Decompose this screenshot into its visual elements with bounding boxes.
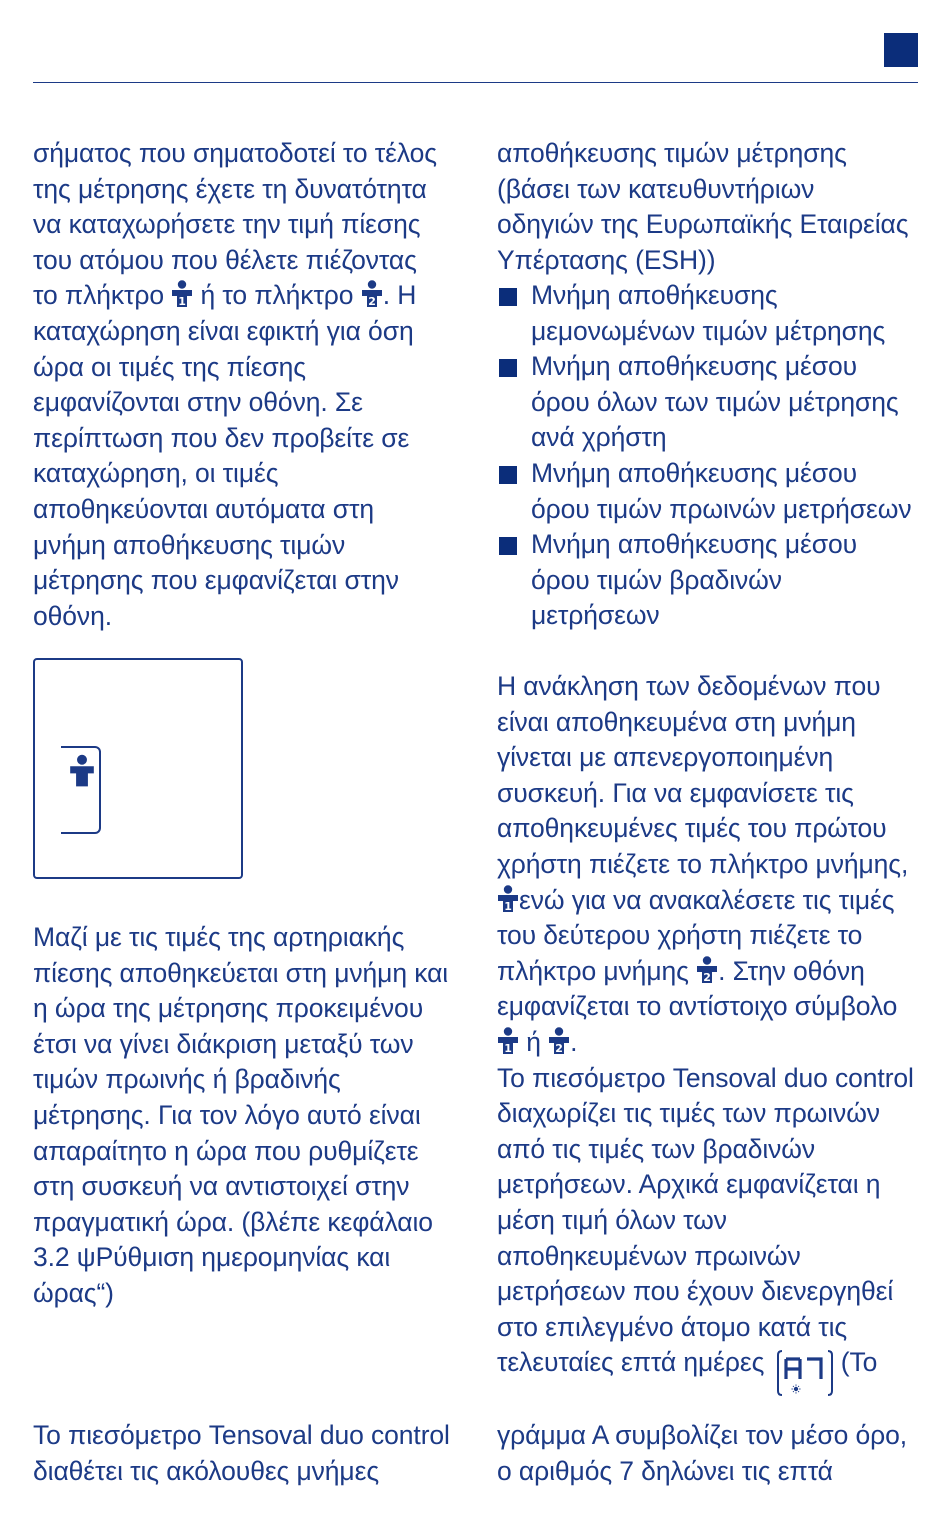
text-line: ο αριθμός 7 δηλώνει τις επτά	[497, 1455, 833, 1486]
right-paragraph-3	[497, 1418, 907, 1489]
list-item-continuation: μετρήσεων	[531, 600, 660, 631]
text-line: μετρήσεων. Αρχικά εμφανίζεται η	[497, 1169, 881, 1200]
right-paragraph-2	[497, 669, 914, 1381]
user-1-icon	[497, 885, 519, 913]
text-line: διαθέτει τις ακόλουθες μνήμες	[33, 1455, 379, 1486]
text-line: μνήμη αποθήκευσης τιμών	[33, 529, 346, 560]
text-line: Υπέρτασης (ESH))	[497, 244, 716, 275]
text-line: από τις τιμές των βραδινών	[497, 1133, 816, 1164]
text-line	[33, 278, 437, 314]
list-item	[497, 278, 912, 314]
list-item-continuation: όρου τιμών βραδινών	[531, 564, 782, 595]
text-line: Το πιεσόμετρο Tensoval duo control	[497, 1062, 914, 1093]
text-fragment: .	[570, 1026, 578, 1057]
header-rule	[33, 82, 918, 83]
text-line: εμφανίζεται το αντίστοιχο σύμβολο	[497, 991, 898, 1022]
text-line	[497, 954, 914, 990]
text-line: αποθηκευμένων πρωινών	[497, 1240, 801, 1271]
bullet-square-icon	[499, 288, 517, 306]
user-1-icon	[497, 1027, 519, 1055]
svg-text:2: 2	[703, 970, 711, 984]
text-fragment: πλήκτρο μνήμης	[497, 955, 697, 986]
lcd-a7-morning-icon	[776, 1349, 834, 1397]
text-line: ώρα οι τιμές της πίεσης	[33, 351, 306, 382]
text-line: οθόνη.	[33, 600, 112, 631]
list-item-continuation: μεμονωμένων τιμών μέτρησης	[531, 315, 886, 346]
list-item-continuation: όρου τιμών πρωινών μετρήσεων	[531, 493, 912, 524]
user-1-icon	[171, 280, 193, 308]
text-line	[497, 883, 914, 919]
text-line: οδηγιών της Ευρωπαϊκής Εταιρείας	[497, 209, 909, 240]
left-paragraph-3	[33, 1418, 450, 1489]
text-line	[497, 1025, 914, 1061]
list-item	[497, 349, 912, 385]
text-line: Το πιεσόμετρο Tensoval duo control	[33, 1420, 450, 1450]
list-item-continuation: όρου όλων των τιμών μέτρησης	[531, 386, 899, 417]
text-line: 3.2 ψΡύθμιση ημερομηνίας και	[33, 1242, 391, 1273]
text-fragment: ή	[519, 1026, 549, 1057]
text-line: μέση τιμή όλων των	[497, 1204, 727, 1235]
text-line: αποθηκεύονται αυτόματα στη	[33, 493, 374, 524]
bullet-square-icon	[499, 359, 517, 377]
text-line: χρήστη πιέζετε το πλήκτρο μνήμης,	[497, 848, 909, 879]
left-paragraph-2	[33, 920, 448, 1312]
text-line: γίνεται με απενεργοποιημένη	[497, 742, 834, 773]
page-corner-marker	[884, 33, 918, 67]
text-line: συσκευή. Για να εμφανίσετε τις	[497, 777, 854, 808]
user-2-icon	[361, 280, 383, 308]
list-item-text: Μνήμη αποθήκευσης μέσου	[531, 529, 858, 560]
text-line: γράμμα Α συμβολίζει τον μέσο όρο,	[497, 1420, 908, 1450]
text-line: είναι αποθηκευμένα στη μνήμη	[497, 706, 856, 737]
list-item-text: Μνήμη αποθήκευσης μέσου	[531, 457, 858, 488]
text-line: η ώρα της μέτρησης προκειμένου	[33, 993, 424, 1024]
svg-text:1: 1	[504, 1041, 512, 1055]
text-line: διαχωρίζει τις τιμές των πρωινών	[497, 1098, 880, 1129]
text-fragment: ενώ για να ανακαλέσετε τις τιμές	[519, 884, 895, 915]
left-paragraph-1	[33, 136, 437, 634]
text-line: πίεσης αποθηκεύεται στη μνήμη και	[33, 957, 449, 988]
text-line: μετρήσεων που έχουν διενεργηθεί	[497, 1276, 894, 1307]
list-item	[497, 456, 912, 492]
text-line: να καταχωρήσετε την τιμή πίεσης	[33, 209, 421, 240]
user-1-display-icon	[69, 754, 95, 788]
bullet-square-icon	[499, 537, 517, 555]
user-2-icon	[696, 956, 718, 984]
text-line: αποθηκευμένες τιμές του πρώτου	[497, 813, 887, 844]
text-fragment: το πλήκτρο	[33, 280, 172, 311]
text-line: περίπτωση που δεν προβείτε σε	[33, 422, 410, 453]
text-line: εμφανίζονται στην οθόνη. Σε	[33, 387, 363, 418]
text-line: στο επιλεγμένο άτομο κατά τις	[497, 1311, 848, 1342]
text-line: καταχώρηση είναι εφικτή για όση	[33, 315, 414, 346]
memory-types-list	[497, 278, 912, 634]
text-line: στη συσκευή να αντιστοιχεί στην	[33, 1171, 410, 1202]
svg-text:1: 1	[504, 899, 512, 913]
svg-text:2: 2	[367, 295, 376, 309]
text-fragment: ή το πλήκτρο	[193, 280, 361, 311]
text-line	[497, 1345, 914, 1381]
text-line: πραγματική ώρα. (βλέπε κεφάλαιο	[33, 1206, 433, 1237]
text-fragment: τελευταίες επτά ημέρες	[497, 1347, 772, 1378]
text-line: μέτρησης. Για τον λόγο αυτό είναι	[33, 1099, 421, 1130]
list-item-continuation: ανά χρήστη	[531, 422, 667, 453]
text-line: αποθήκευσης τιμών μέτρησης	[497, 138, 847, 168]
list-item	[497, 527, 912, 563]
text-line: της μέτρησης έχετε τη δυνατότητα	[33, 173, 427, 204]
right-intro	[497, 136, 908, 278]
text-line: καταχώρηση, οι τιμές	[33, 458, 279, 489]
text-fragment: (Το	[833, 1347, 878, 1378]
text-line: απαραίτητο η ώρα που ρυθμίζετε	[33, 1135, 419, 1166]
user-2-icon	[548, 1027, 570, 1055]
list-item-text: Μνήμη αποθήκευσης μέσου	[531, 351, 858, 382]
text-fragment: . Στην οθόνη	[718, 955, 865, 986]
text-line: έτσι να γίνει διάκριση μεταξύ των	[33, 1028, 414, 1059]
text-line: τιμών πρωινής ή βραδινής	[33, 1064, 341, 1095]
display-illustration	[33, 658, 243, 879]
text-line: του ατόμου που θέλετε πιέζοντας	[33, 244, 417, 275]
svg-text:2: 2	[555, 1041, 563, 1055]
text-line: σήματος που σηματοδοτεί το τέλος	[33, 138, 437, 168]
svg-text:1: 1	[178, 295, 187, 309]
text-line: Μαζί με τις τιμές της αρτηριακής	[33, 922, 405, 952]
text-line: Η ανάκληση των δεδομένων που	[497, 671, 881, 701]
text-line: ώρας“)	[33, 1277, 114, 1308]
text-line: του δεύτερου χρήστη πιέζετε το	[497, 920, 863, 951]
text-fragment: . Η	[382, 280, 417, 311]
bullet-square-icon	[499, 466, 517, 484]
text-line: μέτρησης που εμφανίζεται στην	[33, 565, 399, 596]
list-item-text: Μνήμη αποθήκευσης	[531, 280, 778, 310]
text-line: (βάσει των κατευθυντήριων	[497, 173, 815, 204]
